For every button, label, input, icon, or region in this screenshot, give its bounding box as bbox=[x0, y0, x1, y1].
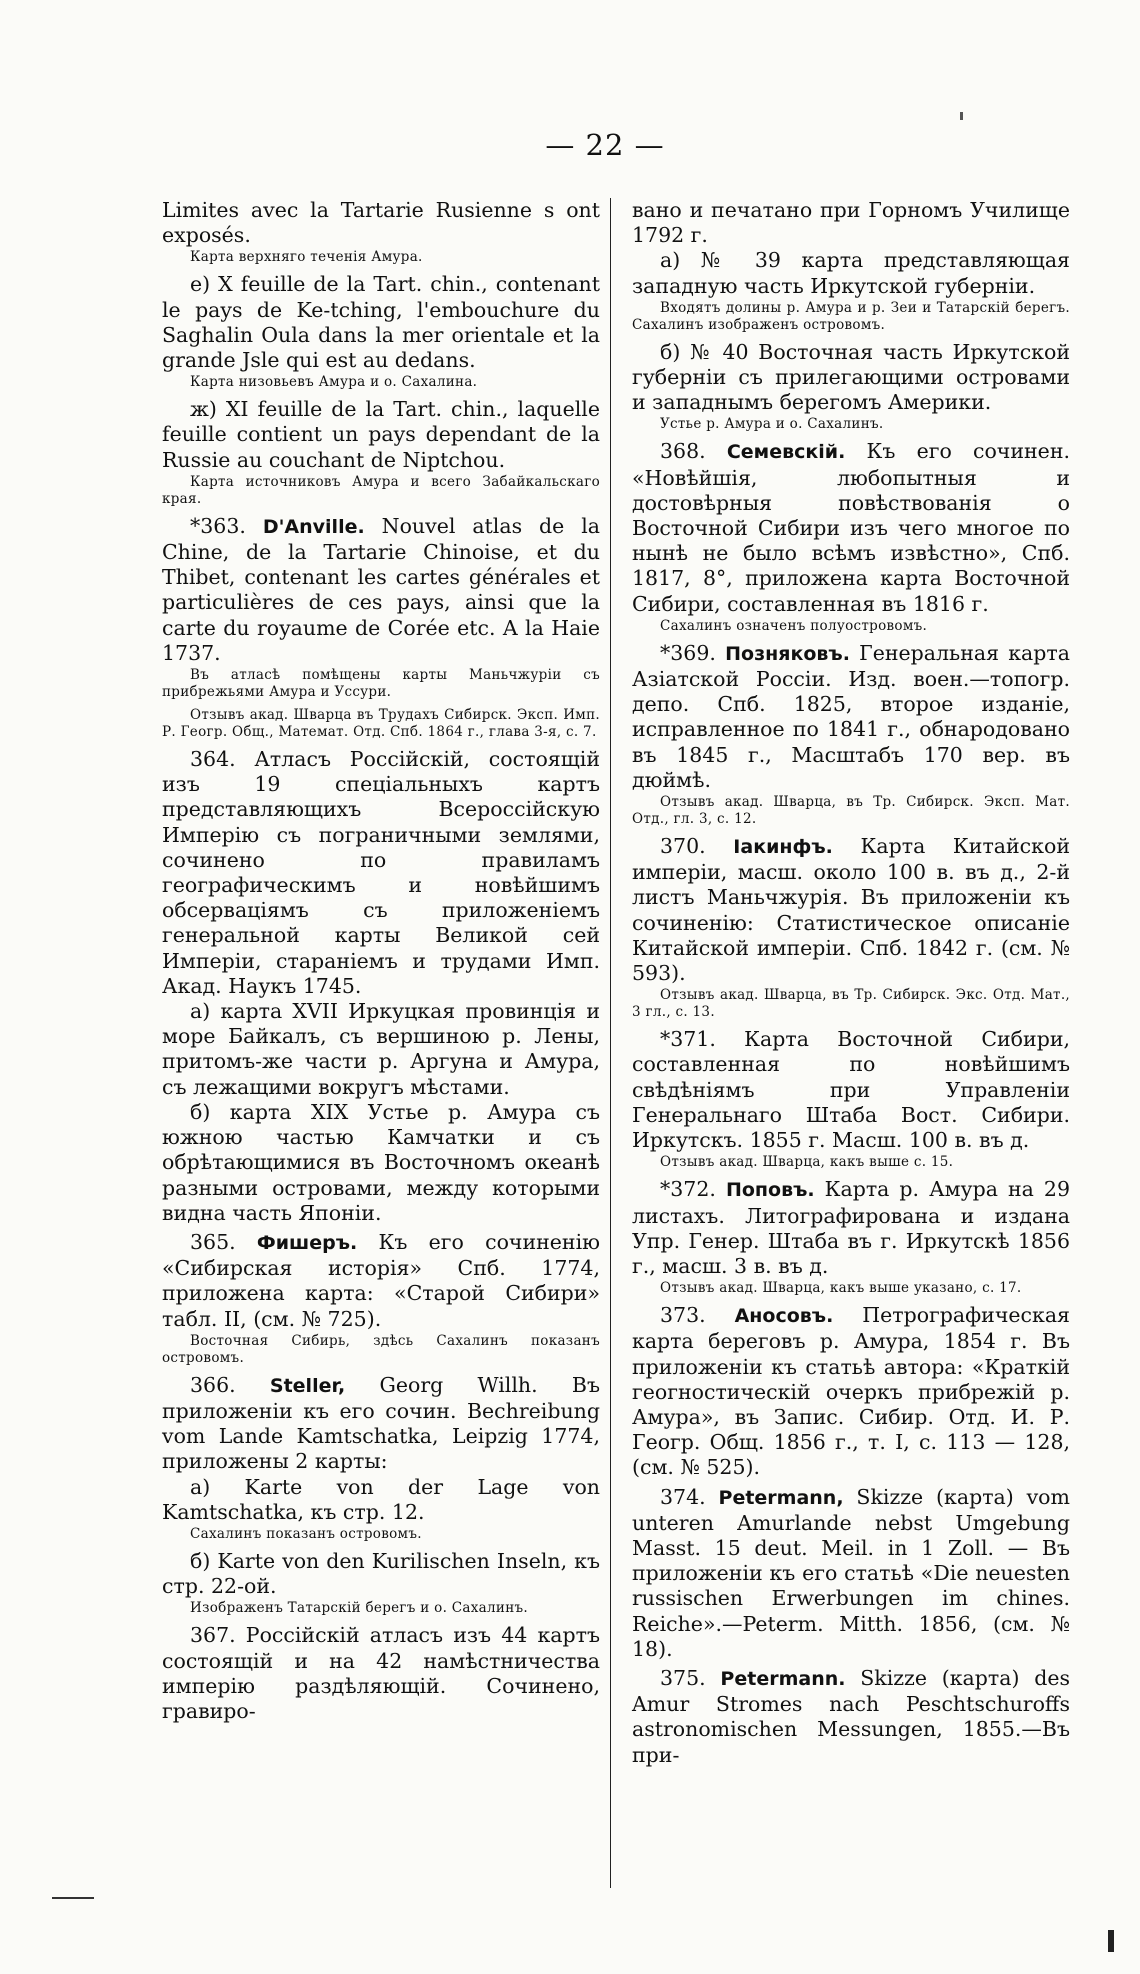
note: Карта источниковъ Амура и всего Забайкальскаго края. bbox=[162, 473, 600, 507]
page-number: — 22 — bbox=[545, 128, 665, 162]
corner-mark bbox=[1108, 1930, 1114, 1952]
entry-363: *363. D'Anville. Nouvel atlas de la Chine, de la Tartarie Chinoise, et du Thibet, contenant les cartes générales et particulières de ces pays, ainsi que la carte du royaume de Corée etc. A la Haie 1737. bbox=[162, 513, 600, 665]
entry-373: 373. Аносовъ. Петрографическая карта береговъ р. Амура, 1854 г. Въ приложеніи къ статьѣ автора: «Краткій геогностическій очеркъ прибрежій р. Амура», въ Запис. Сибир. Отд. И. Р. Геогр. Общ. 1856 г., т. I, с. 113 — 128, (см. № 525). bbox=[632, 1303, 1070, 1480]
note: Входятъ долины р. Амура и р. Зеи и Татарскій берегъ. Сахалинъ изображенъ островомъ. bbox=[632, 299, 1070, 333]
note: Восточная Сибирь, здѣсь Сахалинъ показанъ островомъ. bbox=[162, 1332, 600, 1366]
entry-371: *371. Карта Восточной Сибири, составленная по новѣйшимъ свѣдѣніямъ при Управленіи Генеральнаго Штаба Вост. Сибири. Иркутскъ. 1855 г. Масш. 100 в. въ д. bbox=[632, 1027, 1070, 1153]
paragraph: ж) XI feuille de la Tart. chin., laquelle feuille contient un pays dependant de la Russie au couchant de Niptchou. bbox=[162, 397, 600, 472]
entry-364: 364. Атласъ Россійскій, состоящій изъ 19 спеціальныхъ картъ представляющихъ Всероссійскую Имперію съ пограничными землями, сочинено по правиламъ географическимъ и новѣйшимъ обсерваціямъ съ приложеніемъ генеральной карты Великой сей Имперіи, стараніемъ и трудами Имп. Акад. Наукъ 1745. bbox=[162, 747, 600, 998]
entry-366: 366. Steller, Georg Willh. Въ приложеніи къ его сочин. Bechreibung vom Lande Kamtschatka, Leipzig 1774, приложены 2 карты: bbox=[162, 1372, 600, 1474]
note: Отзывъ акад. Шварца, какъ выше с. 15. bbox=[660, 1154, 954, 1171]
note: Въ атласѣ помѣщены карты Маньчжуріи съ прибрежьями Амура и Уссури. bbox=[162, 667, 600, 701]
author: Steller, bbox=[269, 1374, 346, 1397]
entry-375: 375. Petermann. Skizze (карта) des Amur Stromes nach Peschtschuroffs astronomischen Messungen, 1855.—Въ при- bbox=[632, 1665, 1070, 1767]
paragraph: а) карта XVII Иркуцкая провинція и море Байкалъ, съ вершиною р. Лены, притомъ-же части р. Аргуна и Амура, съ лежащими вокругъ мѣстами. bbox=[162, 999, 600, 1099]
column-divider bbox=[610, 198, 611, 1888]
paragraph: Limites avec la Tartarie Rusienne s ont exposés. bbox=[162, 198, 600, 248]
note: Отзывъ акад. Шварца, въ Тр. Сибирск. Экс. Отд. Мат., 3 гл., с. 13. bbox=[632, 987, 1070, 1021]
paragraph: б) Karte von den Kurilischen Inseln, къ стр. 22-ой. bbox=[162, 1548, 600, 1599]
author: Поповъ. bbox=[725, 1179, 815, 1202]
paragraph: б) № 40 Восточная часть Иркутской губерніи съ прилегающими островами и западнымъ берегомъ Америки. bbox=[632, 339, 1070, 415]
entry-374: 374. Petermann, Skizze (карта) vom unteren Amurlande nebst Umgebung Masst. 15 deut. Meil. in 1 Zoll. — Въ приложеніи къ его статьѣ «Die neuesten russischen Erwerbungen im chines. Reiche».—Peterm. Mitth. 1856, (см. № 18). bbox=[632, 1484, 1070, 1661]
note: Карта верхняго теченія Амура. bbox=[190, 249, 423, 266]
author: D'Anville. bbox=[262, 515, 365, 538]
author: Семевскій. bbox=[726, 441, 846, 464]
note: Отзывъ акад. Шварца, въ Тр. Сибирск. Эксп. Мат. Отд., гл. 3, с. 12. bbox=[632, 794, 1070, 828]
entry-368: 368. Семевскій. Къ его сочинен. «Новѣйшія, любопытныя и достовѣрныя повѣствованія о Восточной Сибири изъ чего многое по нынѣ не было всѣмъ извѣстно», Спб. 1817, 8°, приложена карта Восточной Сибири, составленная въ 1816 г. bbox=[632, 439, 1070, 616]
author: Фишеръ. bbox=[256, 1231, 358, 1254]
note: Изображенъ Татарскій берегъ и о. Сахалинъ. bbox=[190, 1600, 528, 1617]
entry-369: *369. Позняковъ. Генеральная карта Азіатской Россіи. Изд. воен.—топогр. депо. Спб. 1825, второе изданіе, исправленное по 1841 г., обнародовано въ 1845 г., Масштабъ 170 вер. въ дюймѣ. bbox=[632, 640, 1070, 792]
paragraph: e) X feuille de la Tart. chin., contenant le pays de Ke-tching, l'embouchure du Saghalin Oula dans la mer orientale et la grande Jsle qui est au dedans. bbox=[162, 272, 600, 373]
paragraph: б) карта XIX Устье р. Амура съ южною частью Камчатки и съ обрѣтающимися въ Восточномъ океанѣ разными островами, между которыми видна часть Японіи. bbox=[162, 1099, 600, 1225]
note: Карта низовьевъ Амура и о. Сахалина. bbox=[190, 374, 478, 391]
entry-365: 365. Фишеръ. Къ его сочиненію «Сибирская исторія» Спб. 1774, приложена карта: «Старой Сибири» табл. II, (см. № 725). bbox=[162, 1229, 600, 1331]
note: Устье р. Амура и о. Сахалинъ. bbox=[660, 416, 884, 433]
entry-372: *372. Поповъ. Карта р. Амура на 29 листахъ. Литографирована и издана Упр. Генер. Штаба въ г. Иркутскѣ 1856 г., масш. 3 в. въ д. bbox=[632, 1177, 1070, 1278]
margin-mark bbox=[52, 1897, 94, 1899]
author: Petermann, bbox=[718, 1486, 844, 1509]
note: Отзывъ акад. Шварца, какъ выше указано, с. 17. bbox=[660, 1280, 1022, 1297]
left-column bbox=[162, 198, 600, 1724]
author: Іакинфъ. bbox=[733, 836, 833, 859]
entry-367: 367. Россійскій атласъ изъ 44 картъ состоящій и на 42 намѣстничества имперію раздѣляющій. Сочинено, гравиро- bbox=[162, 1623, 600, 1723]
paragraph: а) № 39 карта представляющая западную часть Иркутской губерніи. bbox=[632, 248, 1070, 298]
author: Позняковъ. bbox=[725, 642, 850, 665]
ink-speck bbox=[960, 112, 963, 120]
author: Аносовъ. bbox=[734, 1305, 834, 1328]
note: Сахалинъ означенъ полуостровомъ. bbox=[660, 617, 928, 634]
entry-370: 370. Іакинфъ. Карта Китайской имперіи, масш. около 100 в. въ д., 2-й листъ Маньчжурія. Въ приложеніи къ сочиненію: Статистическое описаніе Китайской имперіи. Спб. 1842 г. (см. № 593). bbox=[632, 834, 1070, 986]
paragraph: а) Karte von der Lage von Kamtschatka, къ стр. 12. bbox=[162, 1474, 600, 1524]
note: Сахалинъ показанъ островомъ. bbox=[190, 1525, 422, 1542]
note: Отзывъ акад. Шварца въ Трудахъ Сибирск. Эксп. Имп. Р. Геогр. Общ., Математ. Отд. Спб. 1864 г., глава 3-я, с. 7. bbox=[162, 707, 600, 741]
author: Petermann. bbox=[720, 1667, 846, 1690]
right-column bbox=[632, 198, 1070, 1768]
paragraph: вано и печатано при Горномъ Училище 1792 г. bbox=[632, 198, 1070, 248]
